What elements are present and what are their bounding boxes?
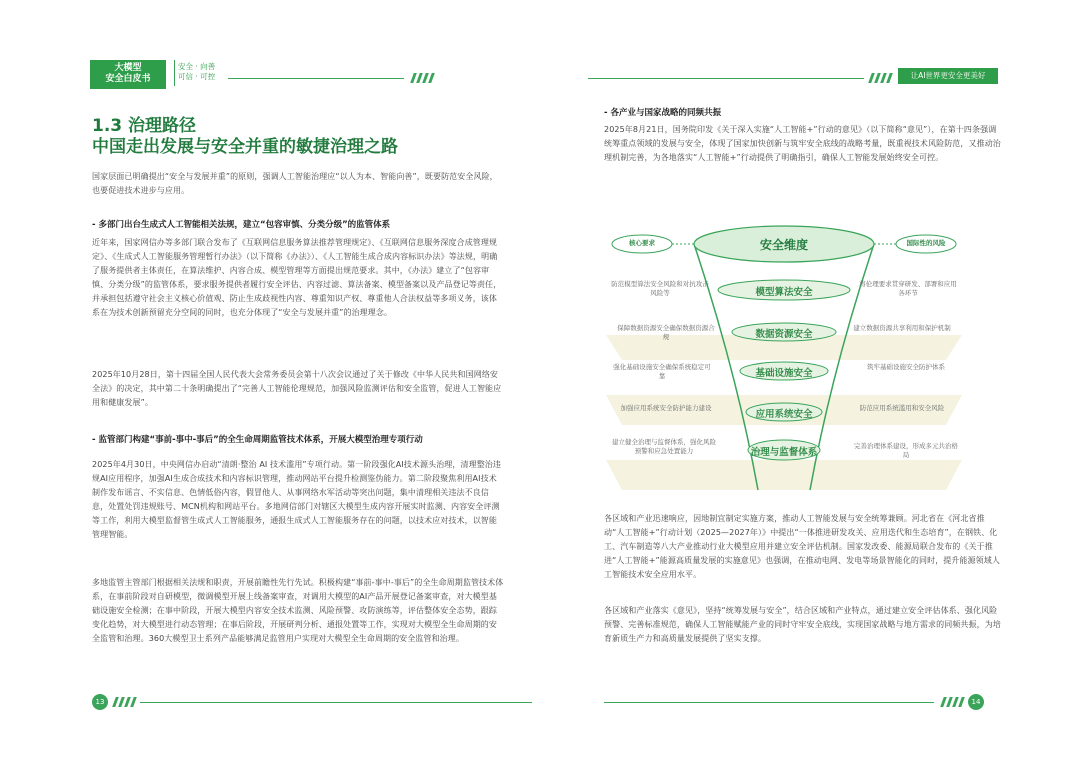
diagram-top-title: 安全维度: [759, 238, 808, 252]
layer-title-data: 数据资源安全: [755, 329, 813, 340]
header-rule: [588, 78, 864, 79]
footer-stripe-decoration: [114, 697, 135, 707]
paragraph-special-action: 2025年4月30日，中央网信办启动“清朗·整治 AI 技术滥用”专项行动。第一阶段强化AI技术源头治理，清理整治违规AI应用程序，加强AI生成合成技术和内容标识管理，推动网站平台提升检测鉴伪能力。第二阶段聚焦利用AI技术制作发布谣言、不实信息、色情低俗内容，假冒他人、从事网络水军活动等突出问题，集中清理相关违法不良信息，处置处罚违规账号、MCN机构和网站平台。多地网信部门对辖区大模型生成内容开展实时监测、内容安全评测等工作，利用大模型监督管生成式人工智能服务，通报生成式人工智能服务存在的问题，以技术应对技术，以智能管理智能。: [92, 460, 502, 539]
layer-title-model: 模型算法安全: [755, 287, 813, 298]
right-tag-label: 国际性的风险: [906, 239, 946, 247]
layer-left-desc-data: 保障数据资源安全确保数据资源合规: [617, 324, 715, 341]
badge-line1: 大模型: [114, 63, 142, 73]
paragraph-regulations: 近年来，国家网信办等多部门联合发布了《互联网信息服务算法推荐管理规定》、《互联网信息服务深度合成管理规定》、《生成式人工智能服务管理暂行办法》（以下简称《办法》）、《人工智能生成合成内容标识办法》等法规，明确了服务提供者主体责任，在算法维护、内容合成、模型管理等方面提出规范要求。其中，《办法》建立了“包容审慎、分类分级”的监管体系，要求服务提供者履行安全评估、内容过滤、算法备案、模型备案以及产品登记等责任，并承担包括遵守社会主义核心价值观、防止生成歧视性内容、尊重知识产权、尊重他人合法权益等多项义务，该体系在为技术创新预留充分空间的同时，也充分体现了“安全与发展并重”的治理理念。: [92, 238, 502, 317]
footer-stripe-decoration: [942, 697, 963, 707]
header-slogan-badge: 让AI世界更安全更美好: [898, 68, 998, 84]
right-page: [558, 48, 1010, 716]
layer-title-application: 应用系统安全: [755, 409, 813, 420]
paragraph-implementation: 各区域和产业落实《意见》，坚持“统筹发展与安全”，结合区域和产业特点，通过建立安全评估体系、强化风险预警、完善标准规范，确保人工智能赋能产业的同时守牢安全底线，实现国家战略与地方需求的同频共振，为培育新质生产力和高质量发展提供了坚实支撑。: [604, 606, 1001, 643]
layer-right-desc-data: 建立数据资源共享利用和保护机制: [853, 324, 951, 332]
paragraph-regional-response: 各区域和产业迅速响应，因地制宜制定实施方案，推动人工智能发展与安全统筹兼顾。河北省在《河北省推动“人工智能+”行动计划（2025—2027年）》中提出“一体推进研发攻关、应用迭代和生态培育”，在钢铁、化工、汽车制造等八大产业推动行业大模型应用并建立安全评估机制。国家发改委、能源局联合发布的《关于推进“人工智能+”能源高质量发展的实施意见》也强调，在推动电网、发电等场景智能化的同时，提升能源领域人工智能技术安全应用水平。: [604, 514, 1000, 579]
layer-right-desc-model: 将伦理要求贯穿研发、部署和应用各环节: [859, 280, 957, 297]
layer-right-desc-infrastructure: 筑牢基础设施安全防护体系: [867, 363, 945, 371]
header-tagline: [178, 62, 215, 82]
tagline-line2: 可信 · 可控: [178, 72, 216, 81]
footer-rule: [140, 702, 532, 703]
section-number: 1.3 治理路径: [92, 116, 197, 136]
layer-left-desc-infrastructure: 强化基础设施安全确保系统稳定可靠: [613, 363, 711, 380]
stripe-decoration: [870, 73, 891, 83]
whitepaper-badge: [90, 60, 166, 89]
layer-right-desc-application: 防范应用系统滥用和安全风险: [859, 404, 945, 412]
intro-paragraph: 国家层面已明确提出“安全与发展并重”的原则，强调人工智能治理应“以人为本、智能向善”，既要防范安全风险，也要促进技术进步与应用。: [92, 172, 498, 195]
page-number-badge: 14: [968, 694, 984, 710]
page-number-badge: 13: [92, 694, 108, 710]
paragraph-cybersecurity-law: 2025年10月28日，第十四届全国人民代表大会常务委员会第十八次会议通过了关于修改《中华人民共和国网络安全法》的决定，其中第二十条明确提出了“完善人工智能伦理规范，加强风险监测评估和安全监管，促进人工智能应用和健康发展”。: [92, 370, 502, 407]
section-title: 中国走出发展与安全并重的敏捷治理之路: [92, 137, 398, 157]
stripe-decoration: [412, 73, 433, 83]
badge-line2: 安全白皮书: [105, 74, 151, 84]
paragraph-lifecycle-supervision: 多地监管主管部门根据相关法规和职责，开展前瞻性先行先试。积极构建“事前-事中-事后”的全生命周期监管技术体系，在事前阶段对自研模型，微调模型开展上线备案审查，对调用大模型的AI产品开展登记备案审查，对大模型基础设施安全检测；在事中阶段，开展大模型内容安全技术监测、风险预警、攻防演练等，评估整体安全态势，跟踪变化趋势，对大模型进行动态管理；在事后阶段，开展研判分析、通报处置等工作，实现对大模型全生命周期的安全监管和治理。360大模型卫士系列产品能够满足监管用户实现对大模型全生命周期的安全监管和治理。: [92, 578, 504, 643]
paragraph-guideline: 2025年8月21日，国务院印发《关于深入实施“人工智能+”行动的意见》（以下简称“意见”），在第十四条强调统筹重点领域的发展与安全，体现了国家加快创新与筑牢安全底线的战略考量，既重视技术风险防范，又推动治理机制完善，为各地落实“人工智能+”行动提供了明确指引，确保人工智能发展始终安全可控。: [604, 125, 1001, 162]
footer-rule: [604, 702, 934, 703]
layer-left-desc-governance: 建立健全治理与监督体系，强化风险预警和应急处置能力: [612, 438, 716, 455]
heading-regulations: - 多部门出台生成式人工智能相关法规，建立“包容审慎、分类分级”的监管体系: [92, 220, 391, 230]
layer-right-desc-governance: 完善治理体系建设，形成多元共治格局: [854, 442, 958, 459]
left-page: [80, 48, 532, 716]
header-divider: [174, 60, 175, 86]
layer-title-governance: 治理与监督体系: [750, 447, 818, 458]
heading-lifecycle: - 监管部门构建“事前-事中-事后”的全生命周期监管技术体系，开展大模型治理专项行动: [92, 435, 423, 445]
layer-band-5: [606, 460, 962, 490]
layer-left-desc-model: 防范模型算法安全风险和对抗攻击风险等: [611, 280, 709, 297]
tagline-line1: 安全 · 向善: [178, 62, 216, 71]
left-tag-label: 核心要求: [629, 239, 655, 247]
header-rule: [228, 78, 404, 79]
layer-title-infrastructure: 基础设施安全: [755, 368, 813, 379]
heading-national-strategy: - 各产业与国家战略的同频共振: [604, 108, 721, 118]
security-dimension-diagram: [606, 220, 962, 500]
layer-left-desc-application: 加强应用系统安全防护能力建设: [620, 404, 712, 412]
